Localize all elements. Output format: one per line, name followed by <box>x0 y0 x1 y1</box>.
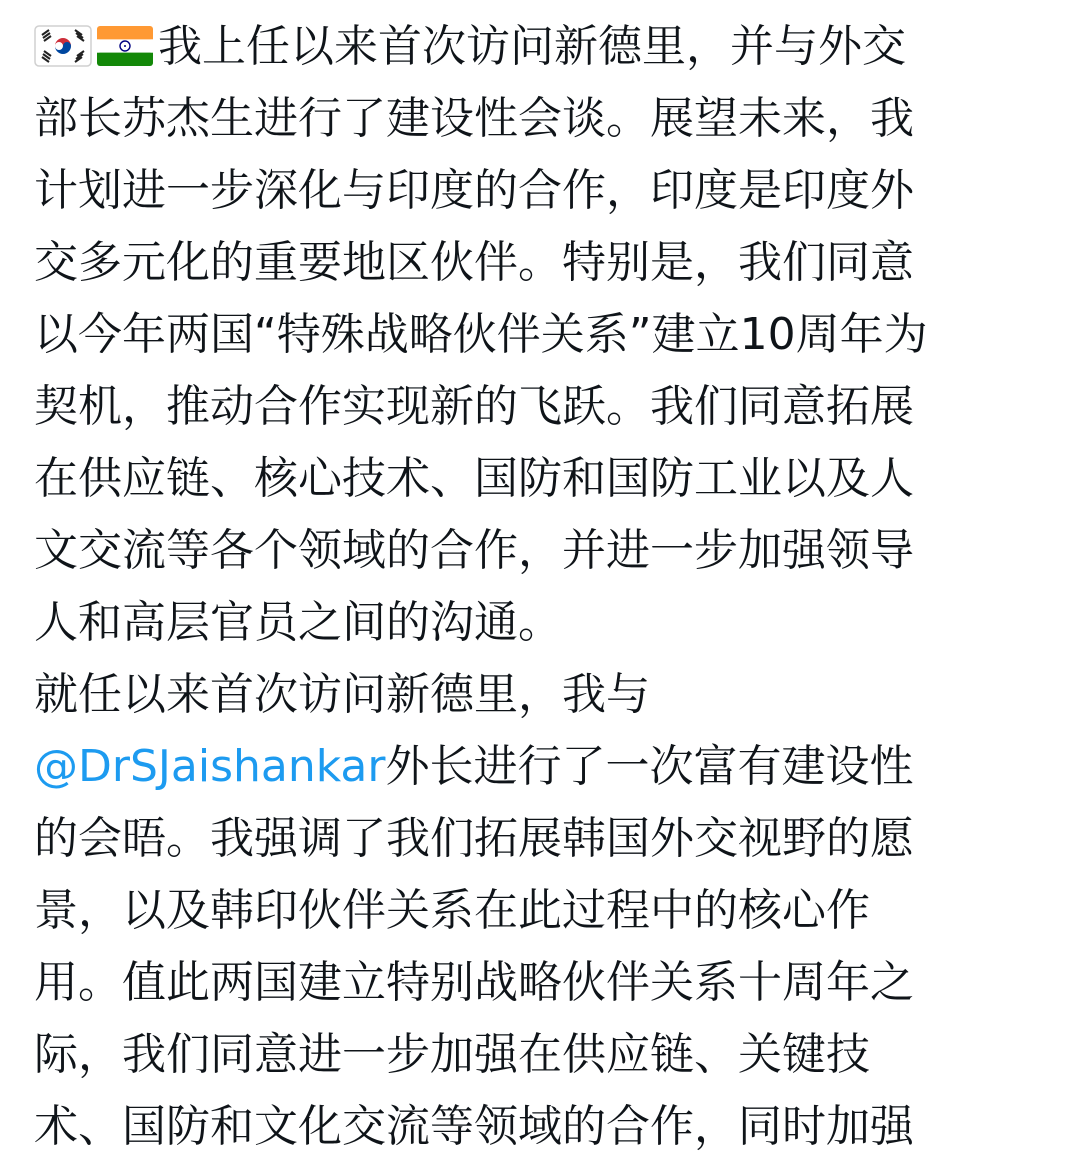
post-line: 术、国防和文化交流等领域的合作，同时加强 <box>34 1101 914 1152</box>
post-line: 景，以及韩印伙伴关系在此过程中的核心作 <box>34 885 870 936</box>
post-line: 契机，推动合作实现新的飞跃。我们同意拓展 <box>34 381 914 432</box>
post-line <box>34 731 1034 803</box>
post-line: 的会晤。我强调了我们拓展韩国外交视野的愿 <box>34 813 914 864</box>
post-line: 际，我们同意进一步加强在供应链、关键技 <box>34 1029 870 1080</box>
post-text: 外长进行了一次富有建设性 <box>385 741 914 792</box>
post-body <box>34 11 1034 1163</box>
post-line: 在供应链、核心技术、国防和国防工业以及人 <box>34 453 914 504</box>
india-flag-icon <box>96 25 154 67</box>
post-line: 计划进一步深化与印度的合作，印度是印度外 <box>34 165 914 216</box>
post-line: 人和高层官员之间的沟通。 <box>34 597 562 648</box>
post-line <box>34 11 1034 83</box>
post-line: 部长苏杰生进行了建设性会谈。展望未来，我 <box>34 93 914 144</box>
mention-link[interactable]: @DrSJaishankar <box>34 741 386 792</box>
post-line: 以今年两国“特殊战略伙伴关系”建立10周年为 <box>34 309 928 360</box>
post-line: 交多元化的重要地区伙伴。特别是，我们同意 <box>34 237 914 288</box>
post-text: 我上任以来首次访问新德里，并与外交 <box>158 21 906 72</box>
south-korea-flag-icon <box>34 25 92 67</box>
post-line: 用。值此两国建立特别战略伙伴关系十周年之 <box>34 957 914 1008</box>
post-line: 就任以来首次访问新德里，我与 <box>34 669 650 720</box>
post-line: 文交流等各个领域的合作，并进一步加强领导 <box>34 525 914 576</box>
